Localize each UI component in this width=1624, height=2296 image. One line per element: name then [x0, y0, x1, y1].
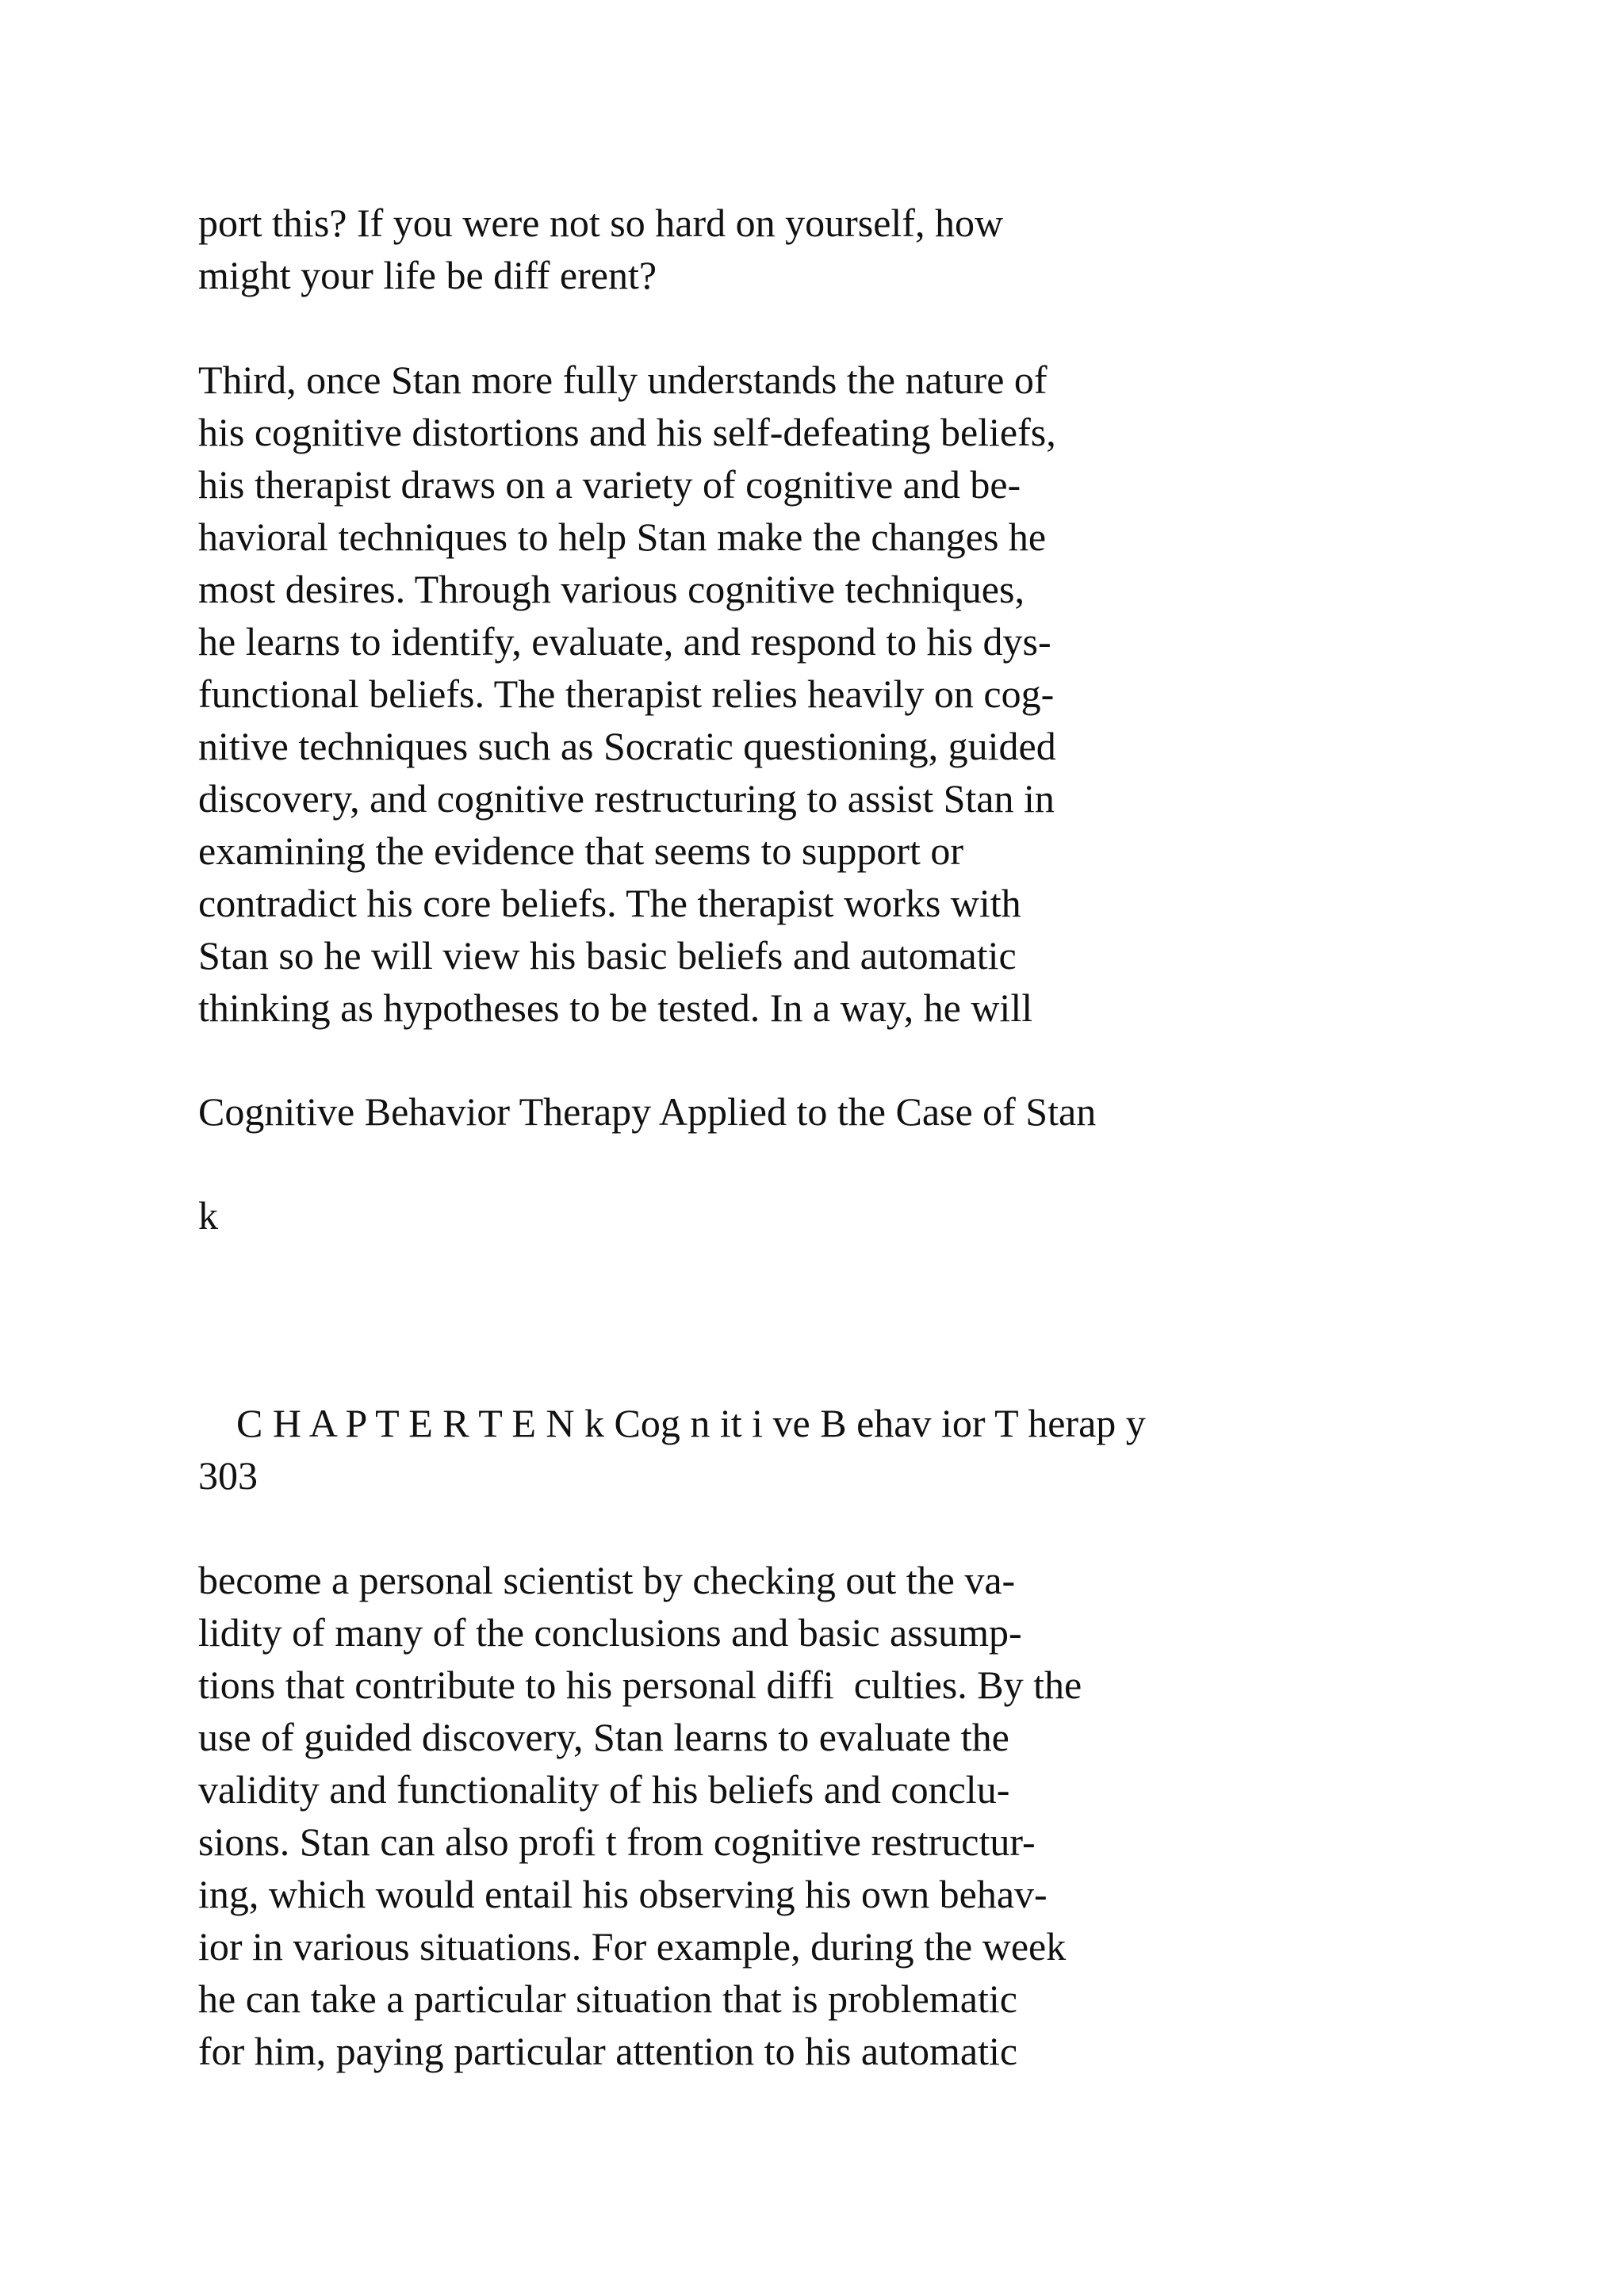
text-line: discovery, and cognitive restructuring to assist Stan in: [198, 776, 1055, 821]
text-line: sions. Stan can also profi t from cognitive restructur-: [198, 1820, 1036, 1864]
text-line: contradict his core beliefs. The therapist works with: [198, 881, 1021, 925]
text-line: nitive techniques such as Socratic questioning, guided: [198, 724, 1056, 768]
text-line: lidity of many of the conclusions and basic assump-: [198, 1610, 1022, 1655]
text-line: might your life be diff erent?: [198, 253, 657, 297]
section-marker: k: [198, 1193, 218, 1238]
text-line: Third, once Stan more fully understands the nature of: [198, 358, 1048, 402]
chapter-header: C H A P T E R T E N k Cog n it i ve B ehav ior T herap y: [236, 1401, 1146, 1445]
text-line: thinking as hypotheses to be tested. In a way, he will: [198, 985, 1033, 1030]
text-line: port this? If you were not so hard on yourself, how: [198, 201, 1004, 245]
text-line: use of guided discovery, Stan learns to evaluate the: [198, 1715, 1009, 1759]
running-title: Cognitive Behavior Therapy Applied to the Case of Stan: [198, 1089, 1097, 1134]
text-line: he learns to identify, evaluate, and respond to his dys-: [198, 619, 1051, 664]
text-line: most desires. Through various cognitive techniques,: [198, 567, 1025, 611]
text-line: validity and functionality of his beliefs and conclu-: [198, 1767, 1010, 1812]
text-line: Stan so he will view his basic beliefs and automatic: [198, 933, 1017, 978]
text-line: for him, paying particular attention to his automatic: [198, 2029, 1018, 2073]
text-line: functional beliefs. The therapist relies heavily on cog-: [198, 672, 1055, 716]
text-line: tions that contribute to his personal diffi culties. By the: [198, 1663, 1082, 1707]
text-line: examining the evidence that seems to support or: [198, 828, 964, 873]
text-line: his cognitive distortions and his self-defeating beliefs,: [198, 410, 1056, 454]
text-line: ior in various situations. For example, during the week: [198, 1924, 1067, 1969]
text-line: his therapist draws on a variety of cognitive and be-: [198, 462, 1021, 507]
text-line: become a personal scientist by checking out the va-: [198, 1558, 1016, 1602]
text-line: ing, which would entail his observing his own behav-: [198, 1872, 1048, 1916]
text-line: havioral techniques to help Stan make the changes he: [198, 515, 1047, 559]
text-line: he can take a particular situation that is problematic: [198, 1976, 1017, 2021]
page-number: 303: [198, 1453, 258, 1498]
